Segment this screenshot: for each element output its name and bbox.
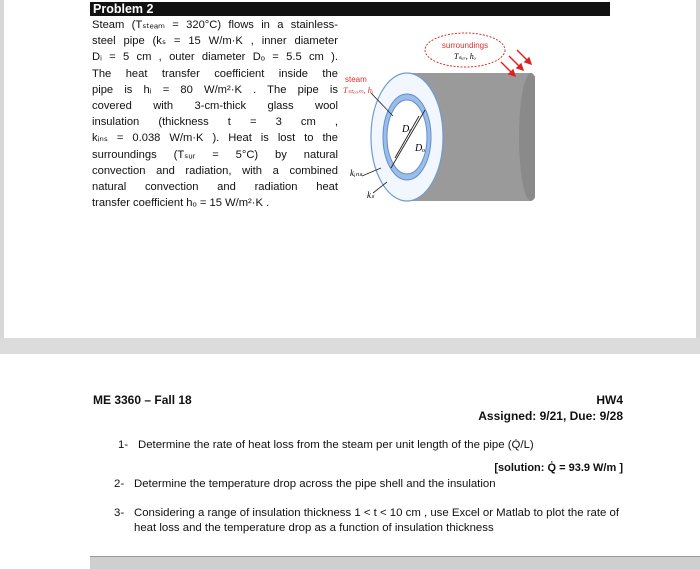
question-text: Determine the temperature drop across the pipe shell and the insulation: [134, 478, 496, 490]
question-text: Determine the rate of heat loss from the steam per unit length of the pipe (Q̇/L): [138, 439, 534, 451]
question-3: [114, 506, 624, 536]
problem-header: Problem 2: [90, 2, 610, 16]
heat-arrows-icon: [501, 50, 531, 76]
page-edge-left: [0, 0, 4, 338]
di-label: Dᵢ: [402, 124, 411, 135]
problem-line: natural convection and radiation heat: [92, 181, 338, 194]
problem-line: covered with 3-cm-thick glass wool: [92, 100, 338, 113]
problem-line: kᵢₙₛ = 0.038 W/m·K ). Heat is lost to the: [92, 132, 338, 145]
problem-line: steel pipe (kₛ = 15 W/m·K , inner diameter: [92, 35, 338, 48]
problem-line: pipe is hᵢ = 80 W/m²·K . The pipe is: [92, 83, 338, 96]
question-number: 2-: [114, 478, 125, 490]
solution-note: [solution: Q̇ = 93.9 W/m ]: [494, 462, 623, 474]
question-1: [118, 438, 618, 453]
question-number: 3-: [114, 507, 125, 519]
steam-sub: Tₛₜₑₐₘ, hᵢ: [343, 85, 374, 95]
problem-statement: [92, 17, 338, 211]
page-separator: [0, 338, 700, 354]
bottom-strip: [90, 556, 700, 569]
surroundings-sub: Tₛᵤᵣ, hₒ: [453, 52, 477, 61]
problem-line: transfer coefficient hₒ = 15 W/m²·K .: [92, 197, 270, 210]
question-2: [114, 477, 614, 492]
hw-title: HW4: [596, 393, 623, 407]
do-label: Dₒ: [415, 143, 426, 154]
steam-label: steam: [345, 75, 367, 84]
problem-line: The heat transfer coefficient inside the: [92, 67, 338, 80]
surroundings-cloud: [425, 33, 505, 67]
problem-line: insulation (thickness t = 3 cm ,: [92, 116, 338, 129]
problem-line: convection and radiation, with a combined: [92, 164, 338, 177]
problem-line: Dᵢ = 5 cm , outer diameter Dₒ = 5.5 cm ).: [92, 51, 338, 64]
problem-line: Steam (Tₛₜₑₐₘ = 320°C) flows in a stainless-: [92, 19, 338, 31]
question-number: 1-: [118, 439, 129, 451]
assigned-dates: Assigned: 9/21, Due: 9/28: [478, 409, 623, 423]
pipe-figure: [335, 18, 535, 228]
course-title: ME 3360 – Fall 18: [93, 393, 192, 407]
kins-label: kᵢₙₛ: [350, 168, 363, 178]
surroundings-label: surroundings: [441, 41, 489, 50]
ks-label: kₛ: [367, 190, 375, 200]
problem-line: surroundings (Tₛᵤᵣ = 5°C) by natural: [92, 148, 338, 161]
question-text: Considering a range of insulation thickness 1 < t < 10 cm , use Excel or Matlab to plot the rate of heat loss and the temperature drop as a function of insulation thickness: [134, 507, 620, 534]
page-edge-right: [696, 0, 700, 338]
